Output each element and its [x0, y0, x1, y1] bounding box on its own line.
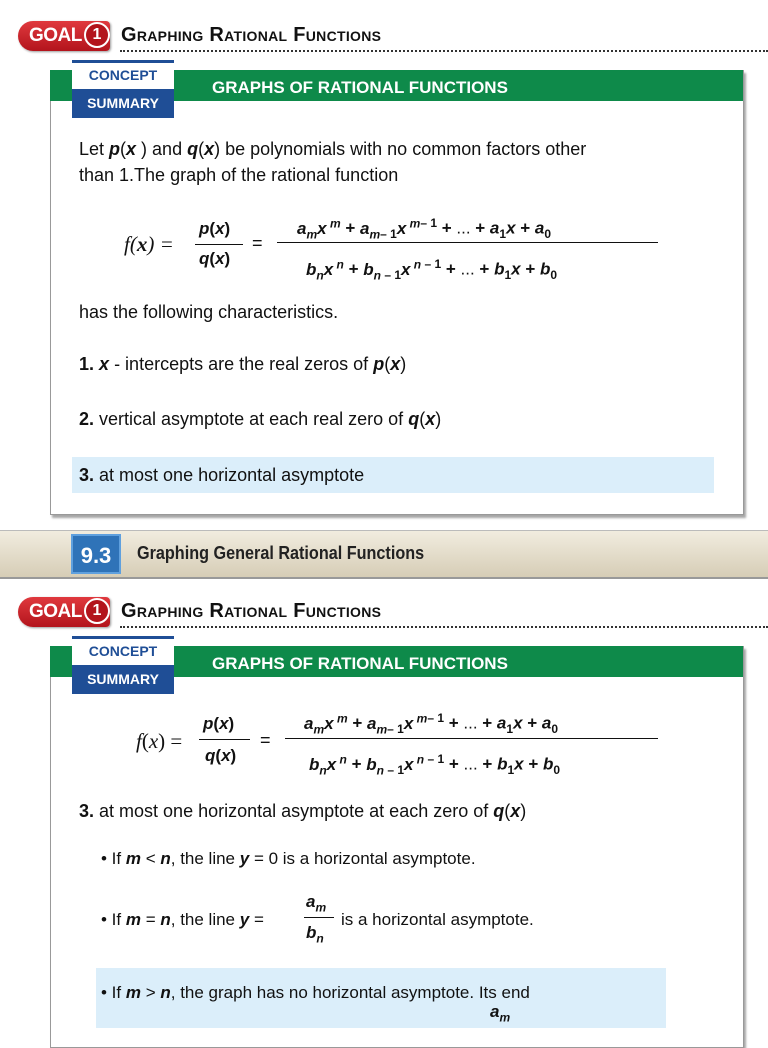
section-banner: [0, 530, 768, 579]
characteristics-text: has the following characteristics.: [79, 302, 339, 322]
concept-label-2: CONCEPT: [72, 636, 174, 665]
section-title: Graphing General Rational Functions: [137, 543, 425, 563]
bullet-1: • If m < n, the line y = 0 is a horizontal asymptote.: [101, 849, 476, 868]
goal-label: GOAL: [29, 25, 82, 46]
bullet-3: • If m > n, the graph has no horizontal asymptote. Its end: [101, 983, 530, 1002]
goal-label-2: GOAL: [29, 601, 82, 622]
section-number: 9.3: [71, 534, 121, 574]
summary-label: SUMMARY: [72, 89, 174, 118]
goal-number-2: 1: [84, 598, 110, 624]
goal-number: 1: [84, 22, 110, 48]
concept-heading: GRAPHS OF RATIONAL FUNCTIONS: [212, 78, 508, 97]
concept-label: CONCEPT: [72, 60, 174, 89]
concept-heading-2: GRAPHS OF RATIONAL FUNCTIONS: [212, 654, 508, 673]
goal-badge: [18, 21, 110, 51]
goal-badge-2: [18, 597, 110, 627]
item-3: 3. at most one horizontal asymptote: [79, 465, 365, 485]
intro-line-1: Let p(x ) and q(x) be polynomials with no common factors other: [79, 139, 587, 159]
concept-summary-tag: [72, 60, 174, 118]
am-bn-fraction-line: [304, 917, 334, 918]
am-bn-denominator: $b_n$: [306, 923, 324, 946]
goal-divider: [120, 50, 768, 52]
bullet-2-text: is a horizontal asymptote.: [341, 910, 534, 929]
summary-label-2: SUMMARY: [72, 665, 174, 694]
goal-title-2: Graphing Rational Functions: [121, 600, 382, 622]
bullet-3-am: $a_m$: [490, 1002, 511, 1025]
bullet-2: • If m = n, the line y =: [101, 910, 264, 929]
concept-panel: [50, 70, 744, 515]
goal-divider-2: [120, 626, 768, 628]
concept-summary-tag-2: [72, 636, 174, 694]
am-bn-numerator: $a_m$: [306, 892, 327, 915]
intro-line-2: than 1.The graph of the rational function: [79, 165, 399, 185]
item-1: 1. x - intercepts are the real zeros of p(x): [79, 354, 407, 374]
goal-title: Graphing Rational Functions: [121, 24, 382, 46]
item-2: 2. vertical asymptote at each real zero of q(x): [79, 409, 442, 429]
item-3b: 3. at most one horizontal asymptote at each zero of q(x): [79, 801, 527, 821]
